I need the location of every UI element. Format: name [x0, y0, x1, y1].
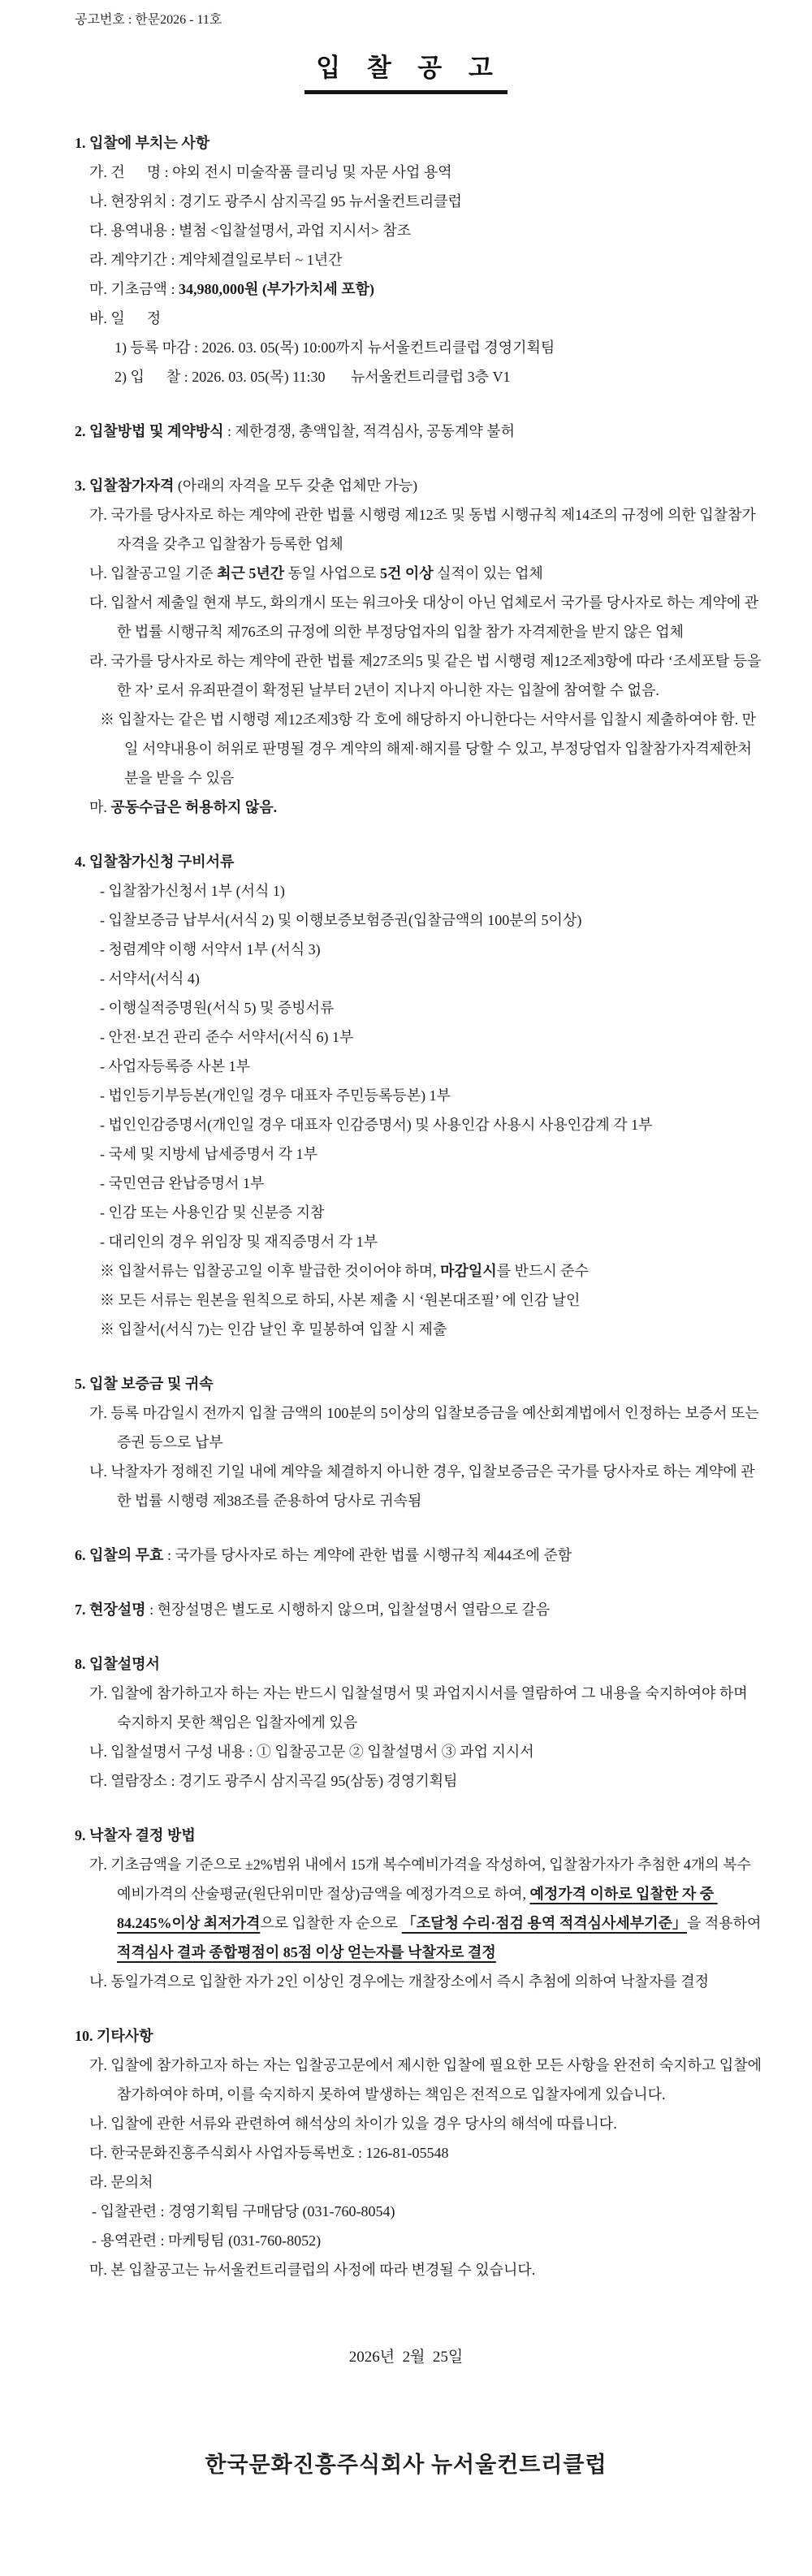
text-run: 다. 한국문화진흥주식회사 사업자등록번호 : 126-81-05548 — [89, 2145, 449, 2161]
text-line — [75, 471, 763, 500]
text-run: 나. 동일가격으로 입찰한 자가 2인 이상인 경우에는 개찰장소에서 즉시 추첨에 의하여 낙찰자를 결정 — [89, 1973, 710, 1990]
text-run: 2. 입찰방법 및 계약방식 — [75, 423, 224, 439]
text-line — [89, 1398, 763, 1457]
text-line — [89, 793, 763, 822]
text-run: 최근 5년간 — [217, 565, 285, 581]
text-line — [100, 964, 763, 993]
text-line — [89, 245, 763, 274]
text-run: 나. 입찰에 관한 서류와 관련하여 해석상의 차이가 있을 경우 당사의 해석에 따릅니다. — [89, 2116, 617, 2132]
text-run: 가. 건 명 : 야외 전시 미술작품 클리닝 및 자문 사업 용역 — [89, 164, 452, 180]
text-run: 가. 국가를 당사자로 하는 계약에 관한 법률 시행령 제12조 및 동법 시행규칙 제14조의 규정에 의한 입찰참가자격을 갖추고 입찰참가 등록한 업체 — [89, 507, 756, 552]
text-line — [100, 1022, 763, 1052]
text-run: 5건 이상 — [380, 565, 434, 581]
text-line — [100, 1227, 763, 1256]
text-run: 다. 입찰서 제출일 현재 부도, 화의개시 또는 워크아웃 대상이 아닌 업체로서 국가를 당사자로 하는 계약에 관한 법률 시행규칙 제76조의 규정에 의한 부정당업자의 입찰 참가 자격제한을 받지 않은 업체 — [89, 594, 759, 640]
text-line — [89, 2255, 763, 2284]
text-line — [100, 1110, 763, 1139]
text-line — [89, 304, 763, 333]
text-run: : 국가를 당사자로 하는 계약에 관한 법률 시행규칙 제44조에 준함 — [163, 1547, 572, 1563]
text-line — [89, 1850, 765, 1967]
text-line — [89, 2138, 763, 2168]
text-line — [89, 187, 763, 216]
text-run: - 인감 또는 사용인감 및 신분증 지참 — [100, 1204, 325, 1221]
text-run: 4. 입찰참가신청 구비서류 — [75, 854, 235, 870]
text-run: ※ 입찰서류는 입찰공고일 이후 발급한 것이어야 하며, — [100, 1263, 441, 1279]
text-run: - 법인인감증명서(개인일 경우 대표자 인감증명서) 및 사용인감 사용시 사용인감계 각 1부 — [100, 1117, 653, 1133]
text-run: 34,980,000원 (부가가치세 포함) — [178, 281, 375, 297]
text-run: 다. 용역내용 : 별첨 <입찰설명서, 과업 지시서> 참조 — [89, 223, 412, 239]
text-line — [75, 847, 763, 876]
text-line — [89, 1679, 763, 1737]
text-line — [75, 1821, 763, 1850]
text-run: 바. 일 정 — [89, 310, 162, 326]
text-run: 가. 기초금액을 기준으로 ±2%범위 내에서 15개 복수예비가격을 작성하여, 입찰참가자가 추첨한 4개의 복수예비가격의 산술평균(원단위미만 절상)금액을 예정가격으로 하여, — [89, 1856, 751, 1902]
text-run: 으로 입찰한 자 순으로 — [260, 1915, 402, 1931]
text-run: 동일 사업으로 — [284, 565, 380, 581]
text-run: 가. 입찰에 참가하고자 하는 자는 반드시 입찰설명서 및 과업지시서를 열람하여 그 내용을 숙지하여야 하며 숙지하지 못한 책임은 입찰자에게 있음 — [89, 1685, 752, 1731]
text-line — [75, 1541, 763, 1570]
text-run: - 입찰보증금 납부서(서식 2) 및 이행보증보험증권(입찰금액의 100분의 5이상) — [100, 912, 582, 928]
text-line — [100, 1052, 763, 1081]
text-run: 1. 입찰에 부치는 사항 — [75, 135, 210, 151]
text-run: 마. 본 입찰공고는 뉴서울컨트리클럽의 사정에 따라 변경될 수 있습니다. — [89, 2262, 536, 2278]
issuing-organization: 한국문화진흥주식회사 뉴서울컨트리클럽 — [205, 2453, 607, 2477]
text-line — [75, 128, 763, 158]
text-line — [100, 876, 763, 905]
notice-number: 공고번호 : 한문2026 - 11호 — [75, 13, 222, 27]
text-line — [75, 1369, 763, 1398]
text-line — [75, 2021, 763, 2051]
text-line — [89, 158, 763, 187]
text-line — [92, 2197, 763, 2226]
text-run: 적격심사 결과 종합평점이 85점 이상 얻는자를 낙찰자로 결정 — [117, 1944, 496, 1960]
text-run: 9. 낙찰자 결정 방법 — [75, 1827, 196, 1843]
text-run: 10. 기타사항 — [75, 2028, 153, 2044]
text-line — [89, 274, 763, 304]
text-run: 5. 입찰 보증금 및 귀속 — [75, 1376, 214, 1392]
text-run: 가. 등록 마감일시 전까지 입찰 금액의 100분의 5이상의 입찰보증금을 예산회계법에서 인정하는 보증서 또는 증권 등으로 납부 — [89, 1405, 763, 1450]
text-run: : 제한경쟁, 총액입찰, 적격심사, 공동계약 불허 — [223, 423, 515, 439]
text-run: 라. 계약기간 : 계약체결일로부터 ~ 1년간 — [89, 252, 343, 268]
text-line — [75, 1595, 763, 1624]
text-run: ※ 입찰자는 같은 법 시행령 제12조제3항 각 호에 해당하지 아니한다는 서약서를 입찰시 제출하여야 함. 만일 서약내용이 허위로 판명될 경우 계약의 해제·해지를 당할 수 있고, 부정당업자 입찰참가자격제한처분을 받을 수 있음 — [100, 711, 757, 786]
text-line — [100, 1139, 763, 1169]
text-run: 나. 현장위치 : 경기도 광주시 삼지곡길 95 뉴서울컨트리클럽 — [89, 193, 462, 210]
text-run: 1) 등록 마감 : 2026. 03. 05(목) 10:00까지 뉴서울컨트리클럽 경영기획팀 — [114, 339, 555, 356]
text-line — [100, 705, 763, 793]
text-line — [89, 1737, 763, 1766]
text-line — [89, 2051, 766, 2109]
text-run: 를 반드시 준수 — [496, 1263, 590, 1279]
text-run: - 사업자등록증 사본 1부 — [100, 1058, 250, 1074]
document-body — [0, 128, 766, 2284]
text-run: 실적이 있는 업체 — [433, 565, 543, 581]
text-run: ※ 모든 서류는 원본을 원칙으로 하되, 사본 제출 시 ‘원본대조필’ 에 인감 날인 — [100, 1292, 581, 1308]
text-line — [89, 1766, 763, 1796]
text-run: 7. 현장설명 — [75, 1601, 146, 1618]
text-run: 을 적용하여 — [686, 1915, 765, 1931]
text-run: 2) 입 찰 : 2026. 03. 05(목) 11:30 뉴서울컨트리클럽 3층 V1 — [114, 369, 511, 385]
text-run: - 청렴계약 이행 서약서 1부 (서식 3) — [100, 941, 321, 957]
text-line — [89, 2109, 763, 2138]
text-run: - 대리인의 경우 위임장 및 재직증명서 각 1부 — [100, 1234, 378, 1250]
text-line — [100, 1315, 763, 1344]
text-line — [89, 1967, 763, 1996]
text-line — [100, 1198, 763, 1227]
text-line — [89, 500, 763, 559]
text-run: 나. 낙찰자가 정해진 기일 내에 계약을 체결하지 아니한 경우, 입찰보증금은 국가를 당사자로 하는 계약에 관한 법률 시행령 제38조를 준용하여 당사로 귀속됨 — [89, 1463, 755, 1509]
text-run: 라. 국가를 당사자로 하는 계약에 관한 법률 제27조의5 및 같은 법 시행령 제12조제3항에 따라 ‘조세포탈 등을 한 자’ 로서 유죄판결이 확정된 날부터 2년이 지나지 아니한 자는 입찰에 참여할 수 없음. — [89, 653, 766, 698]
text-line — [114, 362, 763, 391]
text-run: 가. 입찰에 참가하고자 하는 자는 입찰공고문에서 제시한 입찰에 필요한 모든 사항을 완전히 숙지하고 입찰에 참가하여야 하며, 이를 숙지하지 못하여 발생하는 책임은 전적으로 입찰자에게 있습니다. — [89, 2057, 766, 2103]
text-run: 다. 열람장소 : 경기도 광주시 삼지곡길 95(삼동) 경영기획팀 — [89, 1773, 458, 1789]
text-run: - 안전·보건 관리 준수 서약서(서식 6) 1부 — [100, 1029, 354, 1045]
text-run: 마. — [89, 799, 111, 815]
text-run: 나. 입찰설명서 구성 내용 : ① 입찰공고문 ② 입찰설명서 ③ 과업 지시서 — [89, 1744, 534, 1760]
text-line — [89, 588, 763, 646]
text-run: - 이행실적증명원(서식 5) 및 증빙서류 — [100, 1000, 335, 1016]
text-line — [89, 646, 766, 705]
text-run: - 서약서(서식 4) — [100, 970, 200, 987]
text-run: 「조달청 수리·점검 용역 적격심사세부기준」 — [401, 1915, 687, 1931]
announcement-date: 2026년 2월 25일 — [348, 2349, 464, 2366]
text-run: - 용역관련 : 마케팅팀 (031-760-8052) — [92, 2232, 322, 2249]
text-run: 예정가격 이하로 입찰한 자 중 84.245%이상 최저가격 — [117, 1886, 718, 1931]
text-run: - 국민연금 완납증명서 1부 — [100, 1175, 265, 1191]
text-line — [100, 1169, 763, 1198]
text-line — [100, 905, 763, 935]
text-line — [100, 1081, 763, 1110]
text-run: 6. 입찰의 무효 — [75, 1547, 164, 1563]
text-line — [89, 1457, 763, 1515]
text-run: 나. 입찰공고일 기준 — [89, 565, 218, 581]
text-run: 마. 기초금액 : — [89, 281, 179, 297]
text-line — [75, 417, 763, 446]
page-title: 입 찰 공 고 — [304, 52, 508, 94]
text-run: - 국세 및 지방세 납세증명서 각 1부 — [100, 1146, 318, 1162]
text-run: 3. 입찰참가자격 — [75, 478, 175, 494]
text-run: : 현장설명은 별도로 시행하지 않으며, 입찰설명서 열람으로 갈음 — [145, 1601, 551, 1618]
text-run: 라. 문의처 — [89, 2174, 153, 2190]
text-run: 8. 입찰설명서 — [75, 1656, 160, 1672]
text-line — [100, 1256, 763, 1286]
text-line — [100, 993, 763, 1022]
text-run: 공동수급은 허용하지 않음. — [110, 799, 278, 815]
text-line — [89, 2168, 763, 2197]
text-run: - 입찰참가신청서 1부 (서식 1) — [100, 883, 285, 899]
text-line — [100, 1286, 763, 1315]
text-run: ※ 입찰서(서식 7)는 인감 날인 후 밀봉하여 입찰 시 제출 — [100, 1321, 447, 1338]
text-line — [75, 1649, 763, 1679]
text-run: (아래의 자격을 모두 갖춘 업체만 가능) — [174, 478, 418, 494]
page-title-wrap — [0, 52, 812, 94]
text-line — [100, 935, 763, 964]
text-line — [114, 333, 763, 362]
text-line — [92, 2226, 763, 2255]
text-run: 마감일시 — [440, 1263, 497, 1279]
text-line — [89, 216, 763, 245]
text-run: - 입찰관련 : 경영기획팀 구매담당 (031-760-8054) — [92, 2203, 395, 2219]
text-line — [89, 559, 763, 588]
text-run: - 법인등기부등본(개인일 경우 대표자 주민등록등본) 1부 — [100, 1087, 451, 1104]
